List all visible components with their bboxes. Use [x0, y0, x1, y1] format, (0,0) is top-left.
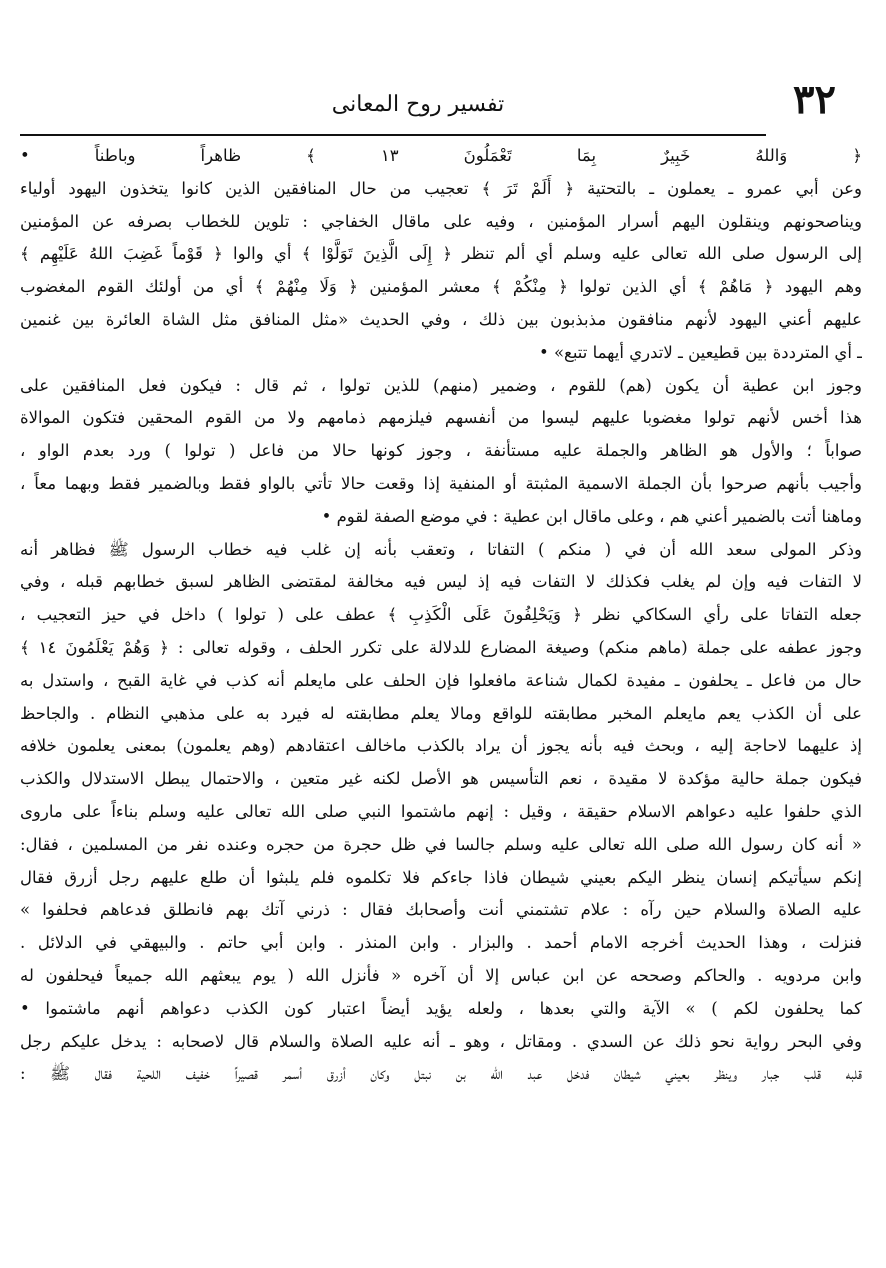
text-line: وذكر المولى سعد الله أن في ( منكم ) التفاتا ، وتعقب بأنه إن غلب فيه خطاب الرسول ﷺ فظاهر أنه [20, 539, 862, 559]
text-line: وجوز ابن عطية أن يكون (هم) للقوم ، وضمير (منهم) للذين تولوا ، ثم قال : فيكون فعل المنافقين على [20, 375, 862, 395]
text-line: صواباً ؛ والأول هو الظاهر والجملة عليه مستأنفة ، وجوز كونها حالا من فاعل ( تولوا ) ورد بعدم الواو ، [20, 441, 862, 461]
header-rule [20, 134, 766, 136]
text-line: عليه الصلاة والسلام حين رآه : علام تشتمني أنت وأصحابك فقال : ذرني آتك بهم فانطلق فدعاهم فحلفوا » [20, 900, 862, 920]
text-line: إذ عليهما لاحاجة إليه ، وبحث فيه بأنه يجوز أن يراد بالكذب ماخالف اعتقادهم (وهم يعلمون) بمعنى يعلمون خلافه [20, 736, 862, 756]
text-line: ﴿ وَاللهُ خَبِيرٌ بِمَا تَعْمَلُونَ ١٣ ﴾ ظاهراً وباطناً • [20, 146, 862, 165]
text-line: إنكم سيأتيكم إنسان ينظر اليكم بعيني شيطان فاذا جاءكم فلا تكلموه فلم يلبثوا أن طلع عليهم رجل أزرق فقال [20, 867, 862, 887]
text-line: إلى الرسول صلى الله تعالى عليه وسلم أي ألم تنظر ﴿ إِلَى الَّذِينَ تَوَلَّوْا ﴾ أي والوا ﴿ قَوْماً غَضِبَ اللهُ عَلَيْهِم ﴾ [20, 244, 862, 264]
page-header [70, 76, 836, 132]
running-title: تفسير روح المعانى [331, 92, 505, 117]
text-line: على أن الكذب يعم مايعلم المخبر مطابقته للواقع ومالا يعلم مطابقته له فيرد به على مذهبي النظام . والجاحظ [20, 703, 862, 723]
text-line: فنزلت ، وهذا الحديث أخرجه الامام أحمد . والبزار . وابن المنذر . وابن أبي حاتم . والبيهقي في الدلائل . [20, 933, 862, 953]
text-line: حال من فاعل ـ يحلفون ـ مفيدة لكمال شناعة مافعلوا فإن الحلف على مايعلم أنه كذب في غاية القبح ، واستدل به [20, 670, 862, 690]
text-line: وابن مردويه . والحاكم وصححه عن ابن عباس إلا أن آخره « فأنزل الله ( يوم يبعثهم الله جميعاً فيحلفون له [20, 965, 862, 985]
text-line: ـ أي المترددة بين قطيعين ـ لاتدري أيهما تتبع» • [538, 342, 862, 362]
text-line: عليهم أعني اليهود لأنهم منافقون مذبذبون بين ذلك ، وفي الحديث «مثل المنافق مثل الشاة العائرة بين غنمين [20, 309, 862, 329]
page-number: ٣٢ [793, 76, 836, 123]
text-line: كما يحلفون لكم ) » الآية والتي بعدها ، ولعله يؤيد أيضاً اعتبار كون الكذب دعواهم أنهم ماشتموا • [20, 998, 862, 1018]
text-line: فيكون جملة حالية مؤكدة لا مقيدة ، نعم التأسيس هو الأصل لكنه غير متعين ، والاحتمال يبطل الاستدلال والكذب [20, 769, 862, 789]
text-line: جعله التفاتا على رأي السكاكي نظر ﴿ وَيَحْلِفُونَ عَلَى الْكَذِبِ ﴾ عطف على ( تولوا ) داخل في حيز التعجيب ، [20, 605, 862, 625]
text-line: « أنه كان رسول الله صلى الله تعالى عليه وسلم جالسا في ظل حجرة من حجره وعنده نفر من المسلمين ، فقال: [20, 834, 862, 854]
text-line: هذا أخس لأنهم تولوا مغضوبا عليهم ليسوا من أنفسهم فيلزمهم ذمامهم ولا من القوم المحقين فتكون الموالاة [20, 408, 862, 428]
page-body [20, 140, 862, 1248]
text-line: وفي البحر رواية نحو ذلك عن السدي . ومقاتل ، وهو ـ أنه عليه الصلاة والسلام قال لاصحابه : يدخل عليكم رجل [20, 1031, 862, 1051]
text-line: وجوز عطفه على جملة (ماهم منكم) وصيغة المضارع للدلالة على تكرر الحلف ، وقوله تعالى : ﴿ وَهُمْ يَعْلَمُونَ ١٤ ﴾ [20, 637, 862, 657]
text-line: وماهنا أتت بالضمير أعني هم ، وعلى ماقال ابن عطية : في موضع الصفة لقوم • [321, 506, 862, 526]
text-line: وهم اليهود ﴿ مَاهُمْ ﴾ أي الذين تولوا ﴿ مِنْكُمْ ﴾ معشر المؤمنين ﴿ وَلَا مِنْهُمْ ﴾ أي من أولئك القوم المغضوب [20, 277, 862, 297]
text-line: قلبه قلب جبار وينظر بعيني شيطان فدخل عبد الله بن نبتل وكان أزرق أسمر قصيراً خفيف اللحية فقال ﷺ : [20, 1064, 862, 1084]
text-line: الذي حلفوا عليه دعواهم الاسلام حقيقة ، وقيل : إنهم ماشتموا النبي صلى الله تعالى عليه وسلم بناءاً على ماروى [20, 801, 862, 821]
text-line: وأجيب بأنهم صرحوا بأن الجملة الاسمية المثبتة أو المنفية إذا وقعت حالا تأتي بالواو فقط وبالضمير فقط وبهما معاً ، [20, 473, 862, 493]
text-line: ويناصحونهم وينقلون اليهم أسرار المؤمنين ، وفيه على ماقال الخفاجي : تلوين للخطاب بصرفه عن المؤمنين [20, 211, 862, 231]
text-line: لا التفات فيه وإن لم يغلب فكذلك لا التفات فيه إذ ليس فيه مخالفة لمقتضى الظاهر لسبق خطابهم قبله ، وفي [20, 572, 862, 592]
text-line: وعن أبي عمرو ـ يعملون ـ بالتحتية ﴿ أَلَمْ تَرَ ﴾ تعجيب من حال المنافقين الذين كانوا يتخذون اليهود أولياء [20, 178, 862, 198]
